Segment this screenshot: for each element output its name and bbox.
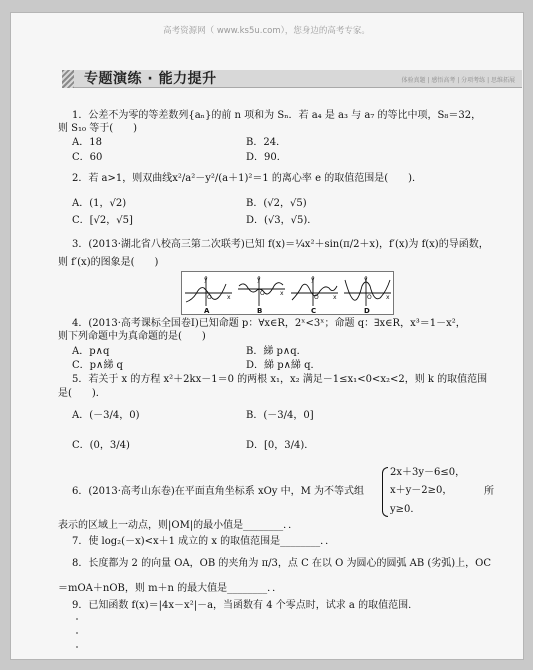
q3-stem: 3．(2013·湖北省八校高三第二次联考)已知 f(x)＝¼x²＋sin(π/2＋x)，f′(x)为 f(x)的导函数， bbox=[72, 239, 489, 250]
q6-stem-cont: 表示的区域上一动点，则|OM|的最小值是________．． bbox=[58, 520, 299, 531]
q6-ineq-3: y≥0． bbox=[390, 504, 421, 515]
q1-stem: 1．公差不为零的等差数列{aₙ}的前 n 项和为 Sₙ．若 a₄ 是 a₃ 与 a₇ 的等比中项，S₈＝32， bbox=[72, 110, 482, 121]
graph-d-origin: O bbox=[367, 294, 372, 301]
q5-option-c: C．(0，3/4) bbox=[72, 440, 130, 451]
q4-option-d: D．綈 p∧綈 q． bbox=[246, 360, 321, 371]
q1-option-d: D．90． bbox=[246, 152, 287, 163]
q5-stem: 5．若关于 x 的方程 x²＋2kx－1＝0 的两根 x₁，x₂ 满足－1≤x₁<0<x₂<2，则 k 的取值范围 bbox=[72, 374, 488, 385]
q3-graphs-svg bbox=[182, 272, 393, 314]
q4-option-a: A．p∧q bbox=[72, 346, 110, 357]
q2-option-a: A．(1，√2) bbox=[72, 198, 127, 209]
graph-c-origin: O bbox=[314, 294, 319, 301]
q2-option-b: B．(√2，√5) bbox=[246, 198, 307, 209]
watermark-text: 高考资源网（ www.ks5u.com），您身边的高考专家。 bbox=[163, 26, 370, 36]
graph-label-d: D bbox=[364, 307, 370, 314]
graph-label-b: B bbox=[257, 307, 263, 314]
q1-option-b: B．24． bbox=[246, 137, 287, 148]
graph-b-origin: O bbox=[260, 290, 265, 297]
q6-stem: 6．(2013·高考山东卷)在平面直角坐标系 xOy 中，M 为不等式组 bbox=[72, 486, 365, 497]
q2-option-d: D．(√3，√5)． bbox=[246, 215, 318, 226]
q7-stem: 7．使 log₂(－x)<x＋1 成立的 x 的取值范围是________．． bbox=[72, 536, 336, 547]
q3-graph-options bbox=[181, 271, 394, 315]
q3-stem-cont: 则 f′(x)的图象是( ) bbox=[58, 257, 159, 268]
q4-option-c: C．p∧綈 q bbox=[72, 360, 123, 371]
q2-option-c: C．[√2，√5] bbox=[72, 215, 133, 226]
q5-option-d: D．[0，3/4)． bbox=[246, 440, 315, 451]
graph-c-y-label: y bbox=[311, 276, 315, 283]
banner-stripe bbox=[62, 70, 74, 88]
q6-ineq-1: 2x＋3y－6≤0， bbox=[390, 467, 466, 478]
blank-line-marker bbox=[76, 646, 78, 648]
q6-system-brace bbox=[382, 467, 388, 517]
graph-a-origin: O bbox=[207, 294, 212, 301]
graph-a-x-label: x bbox=[227, 294, 231, 301]
graph-a-y-label: y bbox=[204, 276, 208, 283]
q8-stem-cont: ＝mOA＋nOB，则 m＋n 的最大值是________．． bbox=[58, 583, 283, 594]
q4-stem-cont: 则下列命题中为真命题的是( ) bbox=[58, 331, 206, 342]
graph-c-x-label: x bbox=[333, 294, 337, 301]
q9-stem: 9．已知函数 f(x)＝|4x－x²|－a，当函数有 4 个零点时，试求 a 的取值范围． bbox=[72, 600, 419, 611]
q1-option-c: C．60 bbox=[72, 152, 103, 163]
graph-d-x-label: x bbox=[386, 294, 390, 301]
q6-stem-tail: 所 bbox=[484, 486, 494, 497]
graph-b-x-label: x bbox=[280, 290, 284, 297]
q5-option-b: B．(－3/4，0] bbox=[246, 410, 314, 421]
blank-line-marker bbox=[76, 618, 78, 620]
graph-b-y-label: y bbox=[257, 276, 261, 283]
q2-stem: 2．若 a>1，则双曲线x²/a²－y²/(a＋1)²＝1 的离心率 e 的取值范围是( )． bbox=[72, 173, 423, 184]
q1-option-a: A．18 bbox=[72, 137, 102, 148]
q1-stem-cont: 则 S₁₀ 等于( ) bbox=[58, 123, 138, 134]
graph-label-c: C bbox=[311, 307, 317, 314]
q4-stem: 4．(2013·高考课标全国卷Ⅰ)已知命题 p：∀x∈R，2ˣ<3ˣ；命题 q：∃x∈R，x³＝1－x²， bbox=[72, 318, 466, 329]
graph-d-y-label: y bbox=[364, 276, 368, 283]
q4-option-b: B．綈 p∧q． bbox=[246, 346, 307, 357]
section-tagline: 体验真题 | 感悟高考 | 分项考练 | 思维拓展 bbox=[401, 77, 515, 84]
section-title: 专题演练 · 能力提升 bbox=[84, 71, 217, 87]
q5-stem-cont: 是( )． bbox=[58, 388, 106, 399]
q6-ineq-2: x＋y－2≥0， bbox=[390, 485, 453, 496]
q8-stem: 8．长度都为 2 的向量 OA，OB 的夹角为 π/3，点 C 在以 O 为圆心的圆弧 AB (劣弧)上，OC bbox=[72, 558, 492, 569]
graph-label-a: A bbox=[204, 307, 210, 314]
blank-line-marker bbox=[76, 632, 78, 634]
q5-option-a: A．(－3/4，0) bbox=[72, 410, 140, 421]
